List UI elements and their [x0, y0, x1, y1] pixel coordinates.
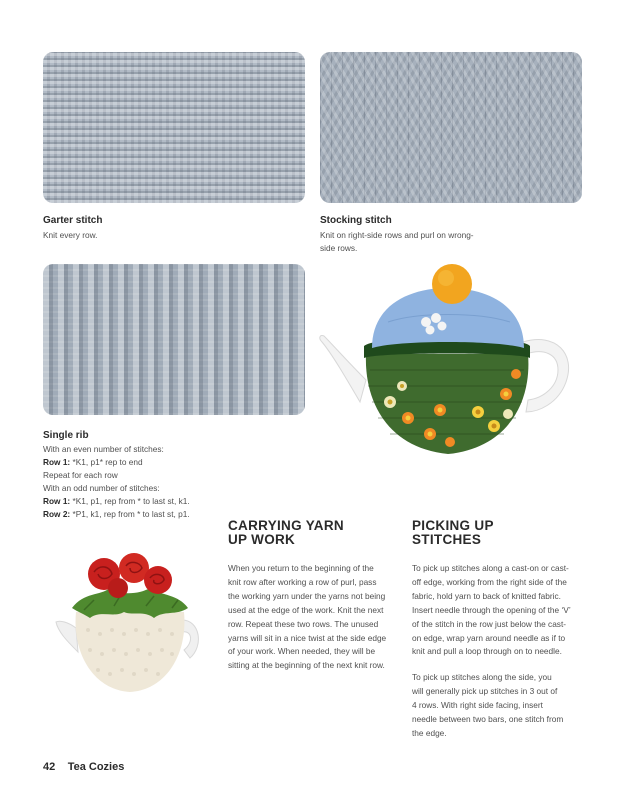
picking-line: will generally pick up stitches in 3 out of — [412, 686, 558, 697]
rib-line-text: Repeat for each row — [43, 470, 118, 480]
carrying-line: sitting at the beginning of the next knit row. — [228, 660, 385, 671]
page-footer — [43, 757, 124, 775]
garter-stitch-title: Garter stitch — [43, 215, 103, 226]
picking-line: To pick up stitches along a cast-on or cast- — [412, 563, 569, 573]
teapot-spout — [56, 621, 78, 652]
rib-line-text: *P1, k1, rep from * to last st, p1. — [72, 509, 190, 519]
carrying-yarn-body — [228, 562, 408, 673]
rib-line-text: With an even number of stitches: — [43, 444, 164, 454]
picking-heading-line: STITCHES — [412, 532, 482, 547]
picking-up-stitches-heading — [412, 519, 494, 547]
rib-line-text: *K1, p1* rep to end — [72, 457, 143, 467]
carrying-line: the working yarn under the yarns not being — [228, 590, 386, 601]
rose-tea-cozy-photo — [54, 550, 204, 696]
stocking-description-line: Knit on right-side rows and purl on wrong- — [320, 230, 474, 240]
green-tea-cozy-photo — [318, 262, 582, 462]
rib-line — [43, 443, 283, 456]
teapot-handle — [182, 620, 198, 658]
rib-line — [43, 495, 283, 508]
red-roses — [88, 553, 172, 598]
stocking-stitch-swatch-image — [320, 52, 582, 203]
picking-line: 4 rows. With right side facing, insert — [412, 700, 543, 711]
pompom — [432, 264, 472, 304]
garter-stitch-description: Knit every row. — [43, 230, 98, 240]
picking-line: Insert needle through the opening of the ‘V’ — [412, 604, 571, 615]
stocking-stitch-description — [320, 229, 474, 255]
carrying-line: used at the edge of the work. Knit the next — [228, 604, 384, 615]
picking-line: To pick up stitches along the side, you — [412, 672, 552, 683]
book-title: Tea Cozies — [67, 761, 125, 773]
picking-line: of the stitch in the row just below the cast- — [412, 618, 567, 629]
rib-row-label: Row 1: — [43, 457, 71, 467]
carrying-yarn-heading — [228, 519, 344, 547]
carrying-line: knit row after working a row of purl, pass — [228, 576, 377, 587]
rib-line-text: With an odd number of stitches: — [43, 483, 160, 493]
carrying-line: of your work. When needed, they will be — [228, 646, 376, 657]
carrying-heading-line: UP WORK — [228, 532, 296, 547]
picking-line: knit and pull a loop through on to needle. — [412, 646, 562, 657]
rib-line — [43, 482, 283, 495]
picking-line: on edge, wrap yarn around needle as if to — [412, 632, 566, 643]
stocking-description-line: side rows. — [320, 243, 358, 253]
cozy-cream-body — [76, 612, 185, 692]
page-number: 42 — [43, 761, 56, 773]
single-rib-swatch-image — [43, 264, 305, 415]
single-rib-title: Single rib — [43, 430, 89, 441]
teapot-spout — [320, 335, 366, 402]
picking-line: needle between two bars, one stitch from — [412, 714, 564, 725]
carrying-line: yarns will sit in a nice twist at the side edge — [228, 632, 387, 643]
rib-line — [43, 456, 283, 469]
carrying-heading-line: CARRYING YARN — [228, 518, 344, 533]
rib-line — [43, 469, 283, 482]
rib-row-label: Row 1: — [43, 496, 71, 506]
picking-heading-line: PICKING UP — [412, 518, 494, 533]
carrying-line: row. Repeat these two rows. The unused — [228, 618, 379, 629]
rib-row-label: Row 2: — [43, 509, 71, 519]
stocking-stitch-title: Stocking stitch — [320, 215, 392, 226]
picking-line: the edge. — [412, 727, 447, 738]
carrying-line: When you return to the beginning of the — [228, 563, 374, 573]
picking-line: fabric, hold yarn to back of knitted fabric. — [412, 590, 561, 601]
garter-stitch-swatch-image — [43, 52, 305, 203]
single-rib-instructions — [43, 443, 283, 521]
picking-line: off edge, working from the right side of the — [412, 576, 567, 587]
picking-up-stitches-body — [412, 562, 592, 741]
rib-line-text: *K1, p1, rep from * to last st, k1. — [72, 496, 190, 506]
